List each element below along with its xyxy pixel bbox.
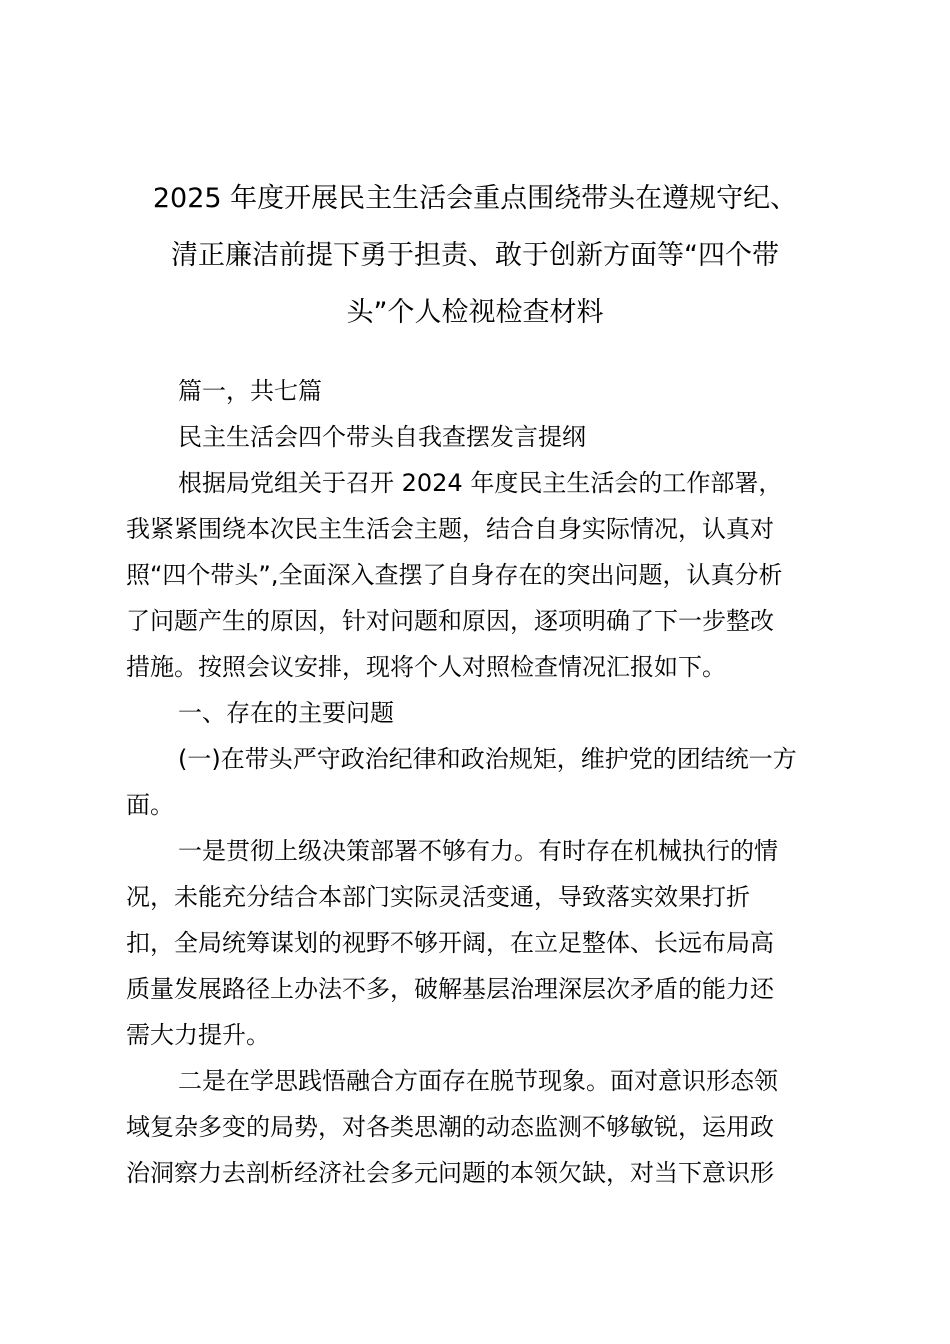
- paragraph-line: 我紧紧围绕本次民主生活会主题，结合自身实际情况，认真对: [126, 515, 774, 543]
- section-label: 篇一，共七篇: [178, 377, 322, 405]
- title-line: 头”个人检视检查材料: [346, 297, 604, 328]
- paragraph-line: 质量发展路径上办法不多，破解基层治理深层次矛盾的能力还: [126, 975, 774, 1003]
- subtitle: 民主生活会四个带头自我查摆发言提纲: [178, 423, 586, 451]
- paragraph-line: 一是贯彻上级决策部署不够有力。有时存在机械执行的情: [178, 837, 778, 865]
- subsection-heading: 面。: [126, 791, 174, 819]
- paragraph-line: 治洞察力去剖析经济社会多元问题的本领欠缺，对当下意识形: [126, 1159, 774, 1187]
- section-heading: 一、存在的主要问题: [178, 699, 394, 727]
- title-line: 2025 年度开展民主生活会重点围绕带头在遵规守纪、: [152, 183, 798, 214]
- paragraph-line: 措施。按照会议安排，现将个人对照检查情况汇报如下。: [126, 653, 726, 681]
- paragraph-line: 二是在学思践悟融合方面存在脱节现象。面对意识形态领: [178, 1067, 778, 1095]
- paragraph-line: 域复杂多变的局势，对各类思潮的动态监测不够敏锐，运用政: [126, 1113, 774, 1141]
- paragraph-line: 况，未能充分结合本部门实际灵活变通，导致落实效果打折: [126, 883, 750, 911]
- paragraph-line: 需大力提升。: [126, 1021, 270, 1049]
- document-body: [126, 368, 826, 1196]
- paragraph-line: 扣，全局统筹谋划的视野不够开阔，在立足整体、长远布局高: [126, 929, 774, 957]
- document-title: [110, 170, 840, 341]
- paragraph-line: 根据局党组关于召开 2024 年度民主生活会的工作部署，: [178, 469, 783, 497]
- paragraph-line: 照“四个带头”,全面深入查摆了自身存在的突出问题，认真分析: [126, 561, 783, 589]
- subsection-heading: (一)在带头严守政治纪律和政治规矩，维护党的团结统一方: [178, 745, 797, 773]
- paragraph-line: 了问题产生的原因，针对问题和原因，逐项明确了下一步整改: [126, 607, 774, 635]
- title-line: 清正廉洁前提下勇于担责、敢于创新方面等“四个带: [171, 240, 779, 271]
